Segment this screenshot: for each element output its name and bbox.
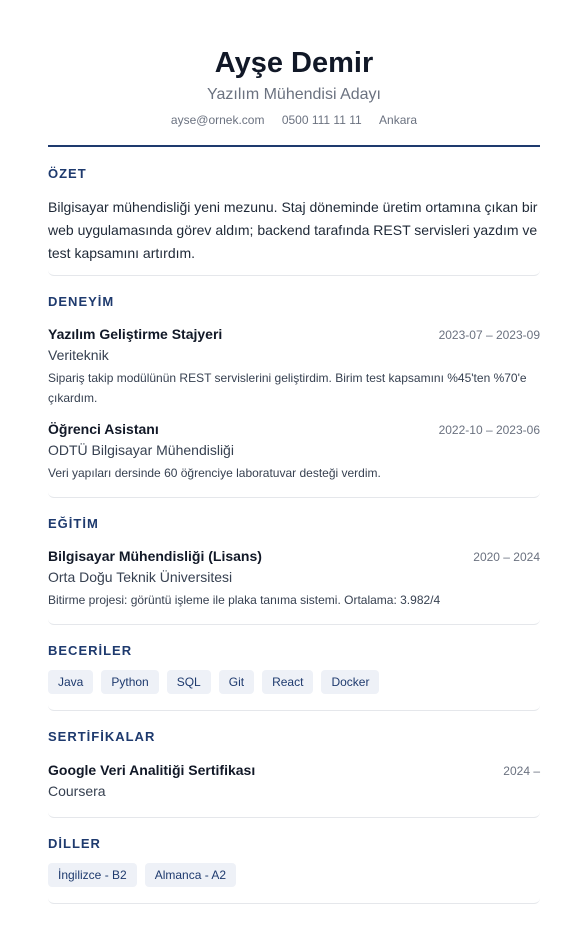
skill-chip: Python: [101, 670, 158, 694]
section-heading: ÖZET: [48, 166, 87, 181]
certificate-entry: [48, 761, 540, 801]
language-chip: Almanca - A2: [145, 863, 236, 887]
entry-header: [48, 325, 540, 344]
experience-entry: [48, 420, 540, 483]
entry-header: [48, 761, 540, 780]
experience-section: [48, 276, 540, 498]
language-list: [48, 863, 540, 887]
entry-header: [48, 547, 540, 566]
languages-section: [48, 818, 540, 904]
entry-date: 2023-07 – 2023-09: [438, 328, 540, 342]
resume-page: [48, 0, 540, 904]
entry-date: 2022-10 – 2023-06: [438, 423, 540, 437]
person-name: Ayşe Demir: [214, 47, 374, 79]
entry-date: 2024 –: [503, 764, 540, 778]
job-title: Yazılım Mühendisi Adayı: [206, 86, 381, 103]
skill-chip: Git: [219, 670, 254, 694]
entry-title: Yazılım Geliştirme Stajyeri: [48, 326, 223, 342]
skill-chip: Java: [48, 670, 93, 694]
contact-email: ayse@ornek.com: [170, 113, 265, 127]
entry-date: 2020 – 2024: [473, 550, 540, 564]
entry-organization: ODTÜ Bilgisayar Mühendisliği: [48, 442, 234, 458]
skill-chip: React: [262, 670, 313, 694]
entry-title: Bilgisayar Mühendisliği (Lisans): [48, 548, 262, 564]
education-section: [48, 498, 540, 625]
entry-title: Öğrenci Asistanı: [48, 421, 159, 437]
entry-organization: Coursera: [48, 783, 106, 799]
entry-description: Veri yapıları dersinde 60 öğrenciye laboratuvar desteği verdim.: [48, 466, 381, 480]
section-heading: BECERİLER: [48, 643, 133, 658]
entry-organization: Orta Doğu Teknik Üniversitesi: [48, 569, 233, 585]
summary-section: [48, 147, 540, 276]
skill-chip: Docker: [321, 670, 379, 694]
summary-text: Bilgisayar mühendisliği yeni mezunu. Staj döneminde üretim ortamına çıkan bir web uygulamasında görev aldım; backend tarafında REST servisleri yazdım ve test kapsamını artırdım.: [48, 199, 538, 261]
language-chip: İngilizce - B2: [48, 863, 137, 887]
contact-phone: 0500 111 11 11: [281, 113, 362, 127]
skill-list: [48, 670, 540, 694]
experience-entry: [48, 325, 540, 408]
contact-city: Ankara: [379, 113, 418, 127]
entry-description: Sipariş takip modülünün REST servislerini geliştirdim. Birim test kapsamını %45'ten %70'e çıkardım.: [48, 371, 527, 405]
resume-header: [48, 0, 540, 147]
section-heading: DENEYİM: [48, 294, 115, 309]
certificates-section: [48, 711, 540, 818]
entry-header: [48, 420, 540, 439]
entry-title: Google Veri Analitiği Sertifikası: [48, 762, 256, 778]
section-heading: DİLLER: [48, 836, 101, 851]
skill-chip: SQL: [167, 670, 211, 694]
section-heading: SERTİFİKALAR: [48, 729, 156, 744]
contact-line: [48, 112, 540, 128]
entry-description: Bitirme projesi: görüntü işleme ile plaka tanıma sistemi. Ortalama: 3.982/4: [48, 593, 441, 607]
education-entry: [48, 547, 540, 610]
section-heading: EĞİTİM: [48, 516, 99, 531]
entry-organization: Veriteknik: [48, 347, 109, 363]
skills-section: [48, 625, 540, 711]
